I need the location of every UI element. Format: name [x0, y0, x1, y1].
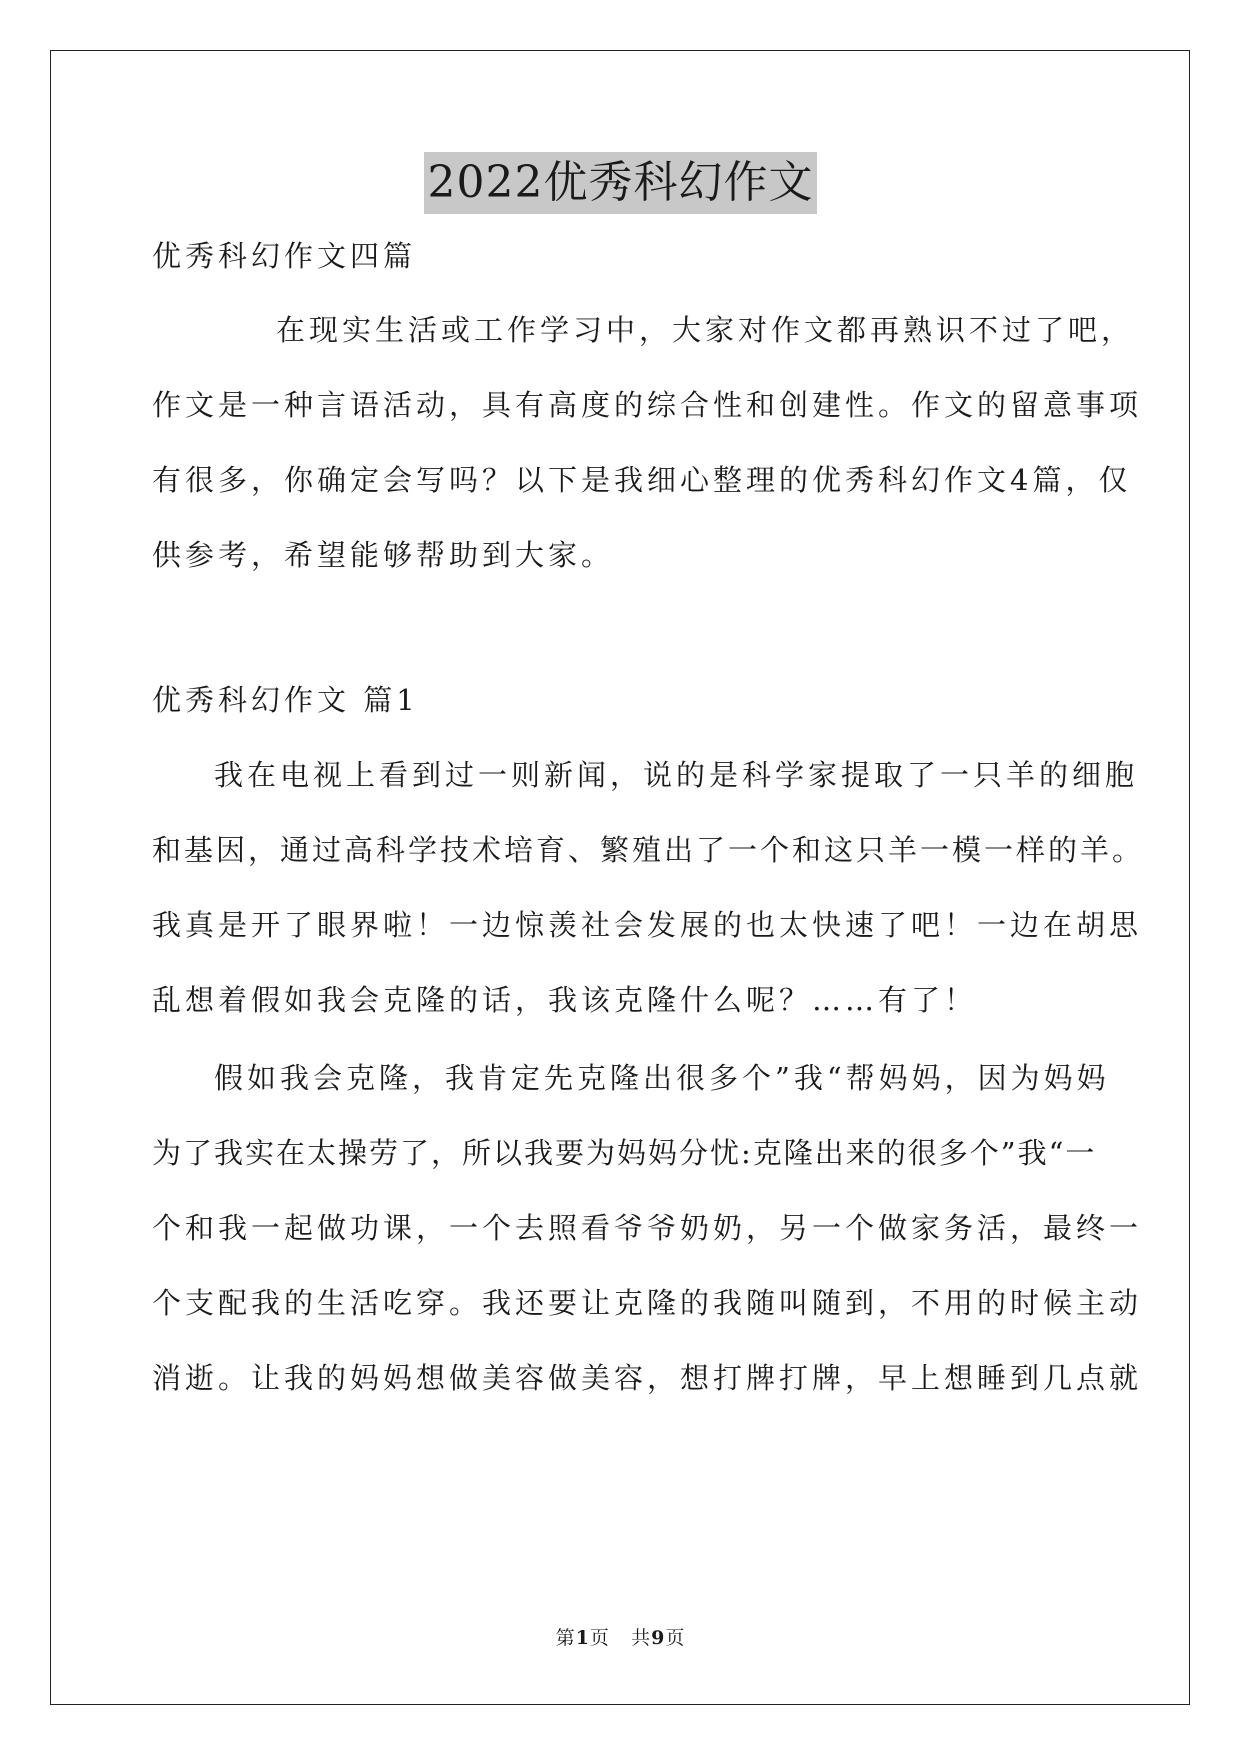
footer-total-suffix: 页 [665, 1627, 686, 1649]
intro-line-2: 作文是一种言语活动，具有高度的综合性和创建性。作文的留意事项 [152, 388, 1143, 422]
document-title [0, 152, 1241, 214]
footer-total-prefix: 共 [631, 1627, 652, 1649]
subtitle: 优秀科幻作文四篇 [152, 239, 417, 273]
title-highlight: 2022优秀科幻作文 [424, 152, 818, 214]
paragraph2-line-3: 个和我一起做功课，一个去照看爷爷奶奶，另一个做家务活，最终一 [152, 1211, 1143, 1245]
current-page-number: 1 [575, 1627, 590, 1649]
paragraph2-line-2: 为了我实在太操劳了，所以我要为妈妈分忧:克隆出来的很多个”我“一 [152, 1136, 1097, 1170]
paragraph2-line-5: 消逝。让我的妈妈想做美容做美容，想打牌打牌，早上想睡到几点就 [152, 1361, 1143, 1395]
section-heading: 优秀科幻作文 篇1 [152, 683, 419, 717]
intro-line-4: 供参考，希望能够帮助到大家。 [152, 538, 615, 572]
page-border [50, 50, 1190, 1705]
paragraph1-line-3: 我真是开了眼界啦！一边惊羡社会发展的也太快速了吧！一边在胡思 [152, 908, 1143, 942]
intro-line-1: 在现实生活或工作学习中，大家对作文都再熟识不过了吧， [276, 313, 1135, 347]
paragraph2-line-1: 假如我会克隆，我肯定先克隆出很多个”我“帮妈妈，因为妈妈 [214, 1061, 1110, 1095]
total-pages-number: 9 [651, 1627, 666, 1649]
paragraph1-line-4: 乱想着假如我会克隆的话，我该克隆什么呢？……有了！ [152, 983, 978, 1017]
footer-page-word: 页 [589, 1627, 610, 1649]
paragraph2-line-4: 个支配我的生活吃穿。我还要让克隆的我随叫随到，不用的时候主动 [152, 1286, 1143, 1320]
intro-line-3: 有很多，你确定会写吗？以下是我细心整理的优秀科幻作文4篇，仅 [152, 463, 1132, 497]
paragraph1-line-1: 我在电视上看到过一则新闻，说的是科学家提取了一只羊的细胞 [214, 758, 1139, 792]
paragraph1-line-2: 和基因，通过高科学技术培育、繁殖出了一个和这只羊一模一样的羊。 [152, 833, 1145, 867]
page-footer [0, 1625, 1241, 1651]
footer-prefix: 第 [555, 1627, 576, 1649]
